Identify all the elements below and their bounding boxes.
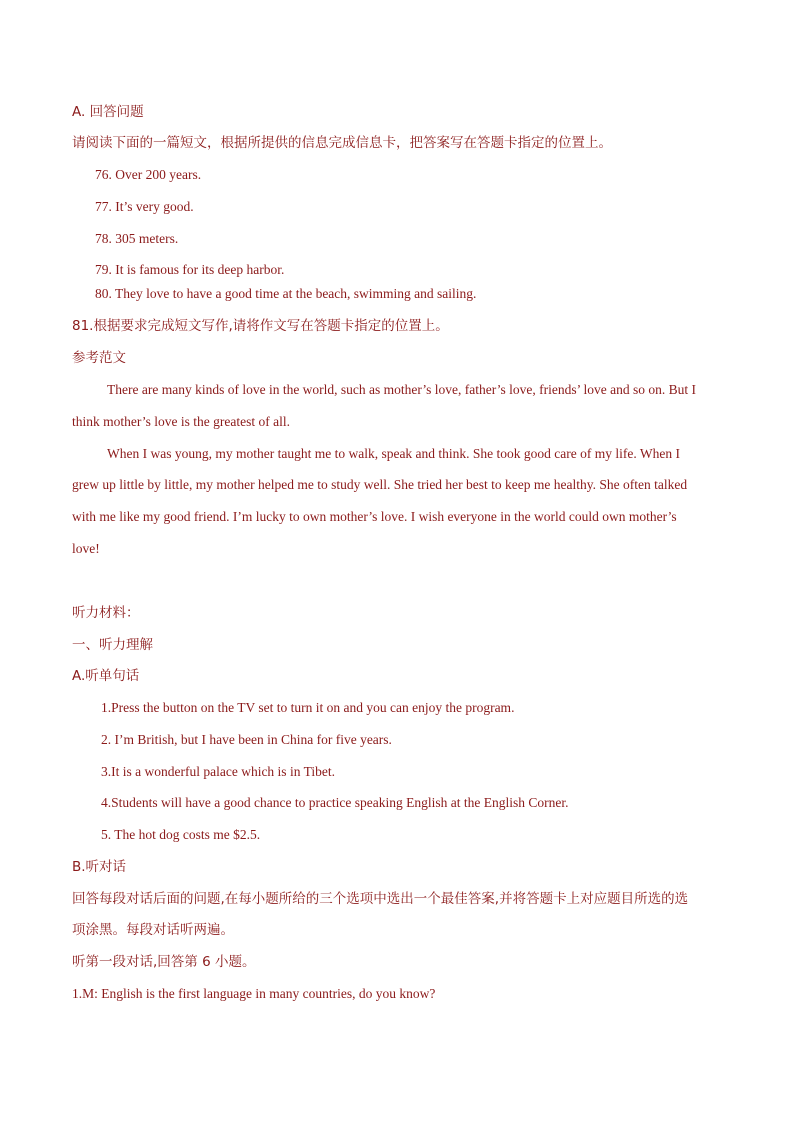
listening-sentence-1: 1.Press the button on the TV set to turn it on and you can enjoy the program.: [101, 700, 515, 715]
essay-line-2: think mother’s love is the greatest of all.: [72, 414, 290, 429]
listening-title: 听力材料：: [72, 605, 140, 621]
listening-sentence-5: 5. The hot dog costs me $2.5.: [101, 827, 261, 842]
essay-line-6: love!: [72, 541, 100, 556]
section-a-heading: A. 回答问题: [72, 104, 144, 120]
section-a-instruction: 请阅读下面的一篇短文，根据所提供的信息完成信息卡，把答案写在答题卡指定的位置上。: [72, 135, 612, 151]
writing-instruction: 81.根据要求完成短文写作,请将作文写在答题卡指定的位置上。: [72, 318, 449, 334]
listening-sentence-2: 2. I’m British, but I have been in China for five years.: [101, 732, 392, 747]
listening-section-a-title: A.听单句话: [72, 668, 140, 684]
essay-line-5: with me like my good friend. I’m lucky to own mother’s love. I wish everyone in the world could own mother’s: [72, 509, 677, 524]
dialogue-line-1: 1.M: English is the first language in many countries, do you know?: [72, 986, 436, 1001]
listening-part-1: 一、听力理解: [72, 637, 153, 653]
answer-77: 77. It’s very good.: [95, 199, 194, 214]
section-b-instruction-1: 回答每段对话后面的问题,在每小题所给的三个选项中选出一个最佳答案,并将答题卡上对应题目所选的选: [72, 891, 689, 907]
listening-section-b-title: B.听对话: [72, 859, 127, 875]
listening-sentence-4: 4.Students will have a good chance to practice speaking English at the English Corner.: [101, 795, 569, 810]
dialogue-intro: 听第一段对话,回答第 6 小题。: [72, 954, 256, 970]
answer-78: 78. 305 meters.: [95, 231, 179, 246]
section-b-instruction-2: 项涂黑。每段对话听两遍。: [72, 922, 234, 938]
listening-sentence-3: 3.It is a wonderful palace which is in Tibet.: [101, 764, 335, 779]
essay-line-4: grew up little by little, my mother helped me to study well. She tried her best to keep me healthy. She often talked: [72, 477, 688, 492]
sample-essay-title: 参考范文: [72, 350, 126, 366]
essay-line-3: When I was young, my mother taught me to walk, speak and think. She took good care of my life. When I: [107, 446, 680, 461]
answer-79: 79. It is famous for its deep harbor.: [95, 262, 285, 277]
answer-80: 80. They love to have a good time at the beach, swimming and sailing.: [95, 286, 477, 301]
essay-line-1: There are many kinds of love in the world, such as mother’s love, father’s love, friends’ love and so on. But I: [107, 382, 696, 397]
answer-76: 76. Over 200 years.: [95, 167, 202, 182]
